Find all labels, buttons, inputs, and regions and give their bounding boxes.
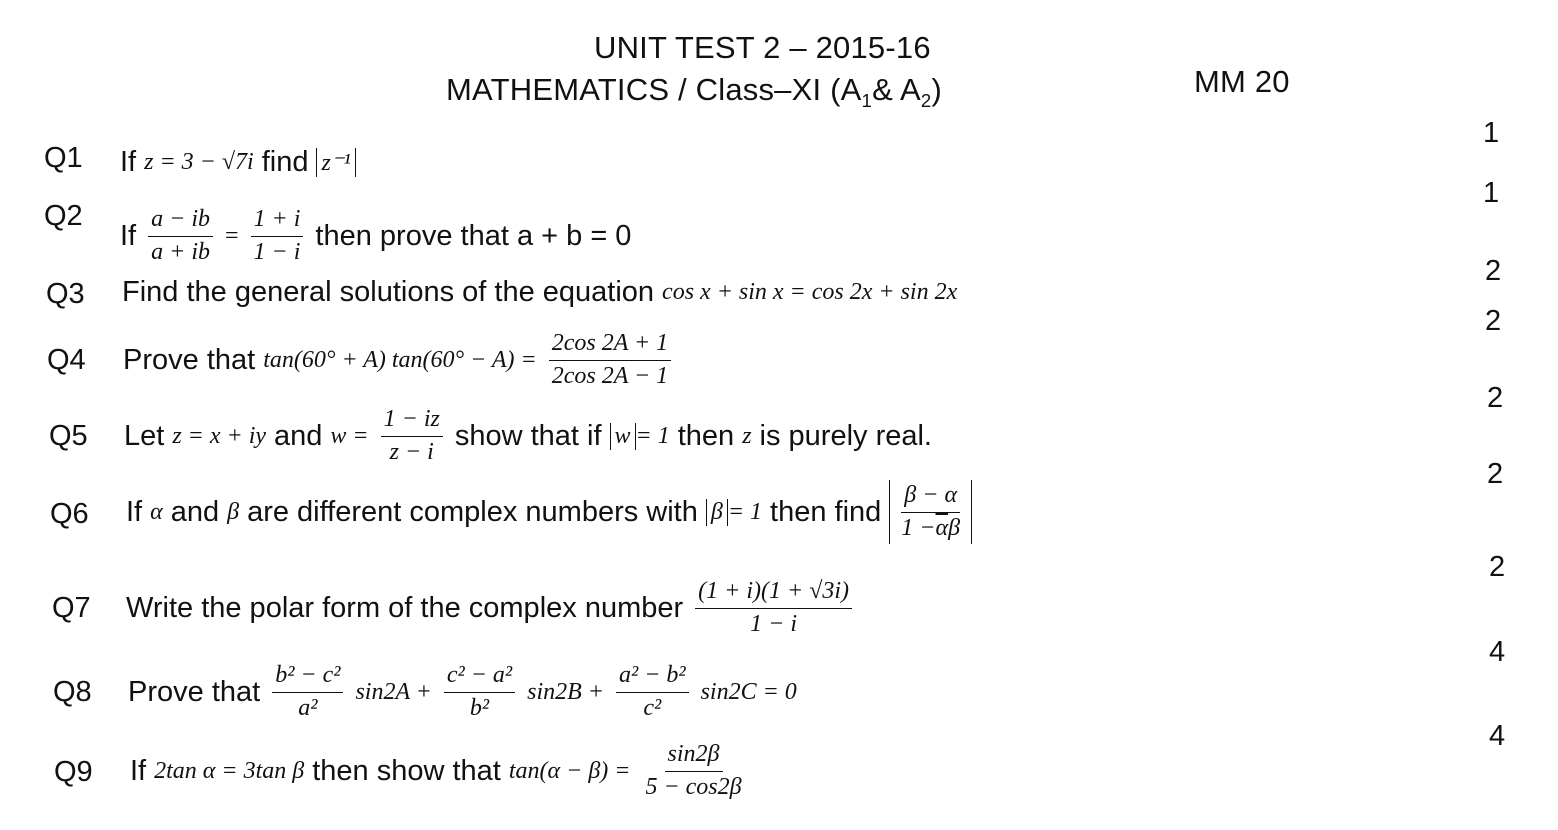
question-number-q3: Q3 [46, 278, 85, 310]
q4-fraction-denominator: 2cos 2A − 1 [551, 362, 669, 389]
mark-q4: 2 [1485, 305, 1502, 337]
q5-text-let: Let [124, 419, 165, 452]
q4-fraction-numerator: 2cos 2A + 1 [549, 330, 671, 361]
q8-fraction-2-denominator: b² [469, 694, 490, 721]
q2-text-prove: then prove that a + b = 0 [315, 219, 632, 252]
question-q3 [122, 270, 957, 314]
q9-text-show: then show that [312, 754, 501, 787]
q9-text-if: If [130, 754, 147, 787]
title-line-1: UNIT TEST 2 – 2015-16 [594, 30, 931, 65]
q1-text-find: find [261, 145, 309, 178]
question-q4 [123, 322, 675, 398]
q8-fraction-3-denominator: c² [643, 694, 662, 721]
question-number-q4: Q4 [47, 344, 86, 376]
q8-fraction-3 [616, 662, 689, 722]
q5-fraction [381, 406, 443, 466]
question-number-q6: Q6 [50, 498, 89, 530]
q1-abs-inverse: z⁻¹ [316, 148, 355, 177]
q6-text-and: and [170, 495, 220, 528]
q6-beta: β [227, 498, 240, 525]
q4-lhs: tan(60° + A) tan(60° − A) = [263, 346, 537, 373]
title-sub-1: 1 [861, 90, 873, 112]
title-line-2-subject: MATHEMATICS / Class–XI (A [446, 72, 862, 107]
max-marks: MM 20 [1194, 64, 1290, 99]
q8-fraction-3-numerator: a² − b² [616, 662, 689, 693]
q2-fraction-2-denominator: 1 − i [253, 238, 301, 265]
question-number-q7: Q7 [52, 592, 91, 624]
q8-term-3: sin2C = 0 [700, 678, 797, 705]
question-q7 [126, 570, 856, 646]
mark-q1: 1 [1483, 117, 1500, 149]
q5-z: z [742, 422, 752, 449]
q6-text-then-find: then find [770, 495, 882, 528]
q7-fraction-numerator: (1 + i)(1 + √3i) [695, 578, 852, 609]
question-number-q8: Q8 [53, 676, 92, 708]
q6-alpha: α [150, 498, 163, 525]
question-number-q2: Q2 [44, 200, 83, 232]
q6-equals-one: = 1 [727, 498, 763, 525]
q5-z-definition: z = x + iy [172, 422, 267, 449]
mark-q3: 2 [1485, 255, 1502, 287]
q5-equals-one: = 1 [635, 422, 670, 449]
q8-fraction-1-numerator: b² − c² [272, 662, 343, 693]
q2-fraction-1-numerator: a − ib [148, 206, 213, 237]
q6-abs-beta: β [706, 499, 728, 526]
q6-fraction [898, 482, 963, 542]
question-q2 [120, 198, 631, 274]
q5-text-then: then [677, 419, 735, 452]
mark-q7: 2 [1489, 551, 1506, 583]
q8-fraction-2 [444, 662, 515, 722]
q9-fraction [642, 741, 744, 801]
mark-q9: 4 [1489, 720, 1506, 752]
q2-fraction-1-denominator: a + ib [151, 238, 210, 265]
q8-term-2: sin2B + [527, 678, 604, 705]
q2-text-if: If [120, 219, 137, 252]
title-line-2-mid: & A [872, 72, 921, 107]
q5-w-label: w = [330, 422, 369, 449]
q8-term-1: sin2A + [355, 678, 432, 705]
question-q6 [126, 472, 972, 552]
q6-fraction-denominator [898, 513, 963, 543]
question-q9 [130, 732, 749, 810]
q2-fraction-1 [148, 206, 213, 266]
q5-text-and: and [274, 419, 323, 452]
mark-q5: 2 [1487, 382, 1504, 414]
question-number-q9: Q9 [54, 756, 93, 788]
q8-fraction-1-denominator: a² [298, 694, 318, 721]
q4-fraction [549, 330, 671, 390]
q9-fraction-numerator: sin2β [665, 741, 723, 772]
title-line-2-close: ) [931, 72, 942, 107]
q5-fraction-numerator: 1 − iz [381, 406, 443, 437]
q5-fraction-denominator: z − i [389, 438, 434, 465]
question-q5 [124, 398, 932, 474]
q7-fraction [695, 578, 852, 638]
question-q1 [120, 140, 356, 184]
q9-given: 2tan α = 3tan β [154, 757, 305, 784]
q3-text: Find the general solutions of the equation [122, 275, 655, 308]
q8-fraction-1 [272, 662, 343, 722]
q8-fraction-2-numerator: c² − a² [444, 662, 515, 693]
q6-text-if: If [126, 495, 143, 528]
q8-text-prove: Prove that [128, 675, 261, 708]
q5-text-show: show that if [454, 419, 602, 452]
q6-den-pre: 1 − [901, 514, 936, 541]
title-sub-2: 2 [920, 90, 932, 112]
q9-fraction-denominator: 5 − cos2β [645, 773, 742, 800]
mark-q8: 4 [1489, 636, 1506, 668]
question-q8 [128, 652, 797, 732]
q6-den-conjugate: $\overline{\alpha}$ [935, 514, 949, 541]
q2-fraction-2 [251, 206, 304, 266]
q7-fraction-denominator: 1 − i [750, 610, 798, 637]
q2-fraction-2-numerator: 1 + i [251, 206, 304, 237]
question-number-q5: Q5 [49, 420, 88, 452]
q7-text: Write the polar form of the complex number [126, 591, 684, 624]
q6-fraction-numerator: β − α [901, 482, 960, 513]
title-line-2 [446, 72, 942, 112]
q1-expression: z = 3 − √7i [144, 148, 254, 175]
q6-den-beta: β [948, 514, 961, 541]
q5-text-real: is purely real. [759, 419, 932, 452]
q2-equals: = [225, 222, 239, 249]
mark-q6: 2 [1487, 458, 1504, 490]
q1-text-if: If [120, 145, 137, 178]
q3-equation: cos x + sin x = cos 2x + sin 2x [662, 278, 958, 305]
mark-q2: 1 [1483, 177, 1500, 209]
q6-abs-fraction [889, 480, 972, 544]
q5-abs-w: w [610, 423, 636, 450]
q6-text-different: are different complex numbers with [247, 495, 698, 528]
q4-text-prove: Prove that [123, 343, 256, 376]
q9-lhs: tan(α − β) = [508, 757, 631, 784]
question-number-q1: Q1 [44, 142, 83, 174]
